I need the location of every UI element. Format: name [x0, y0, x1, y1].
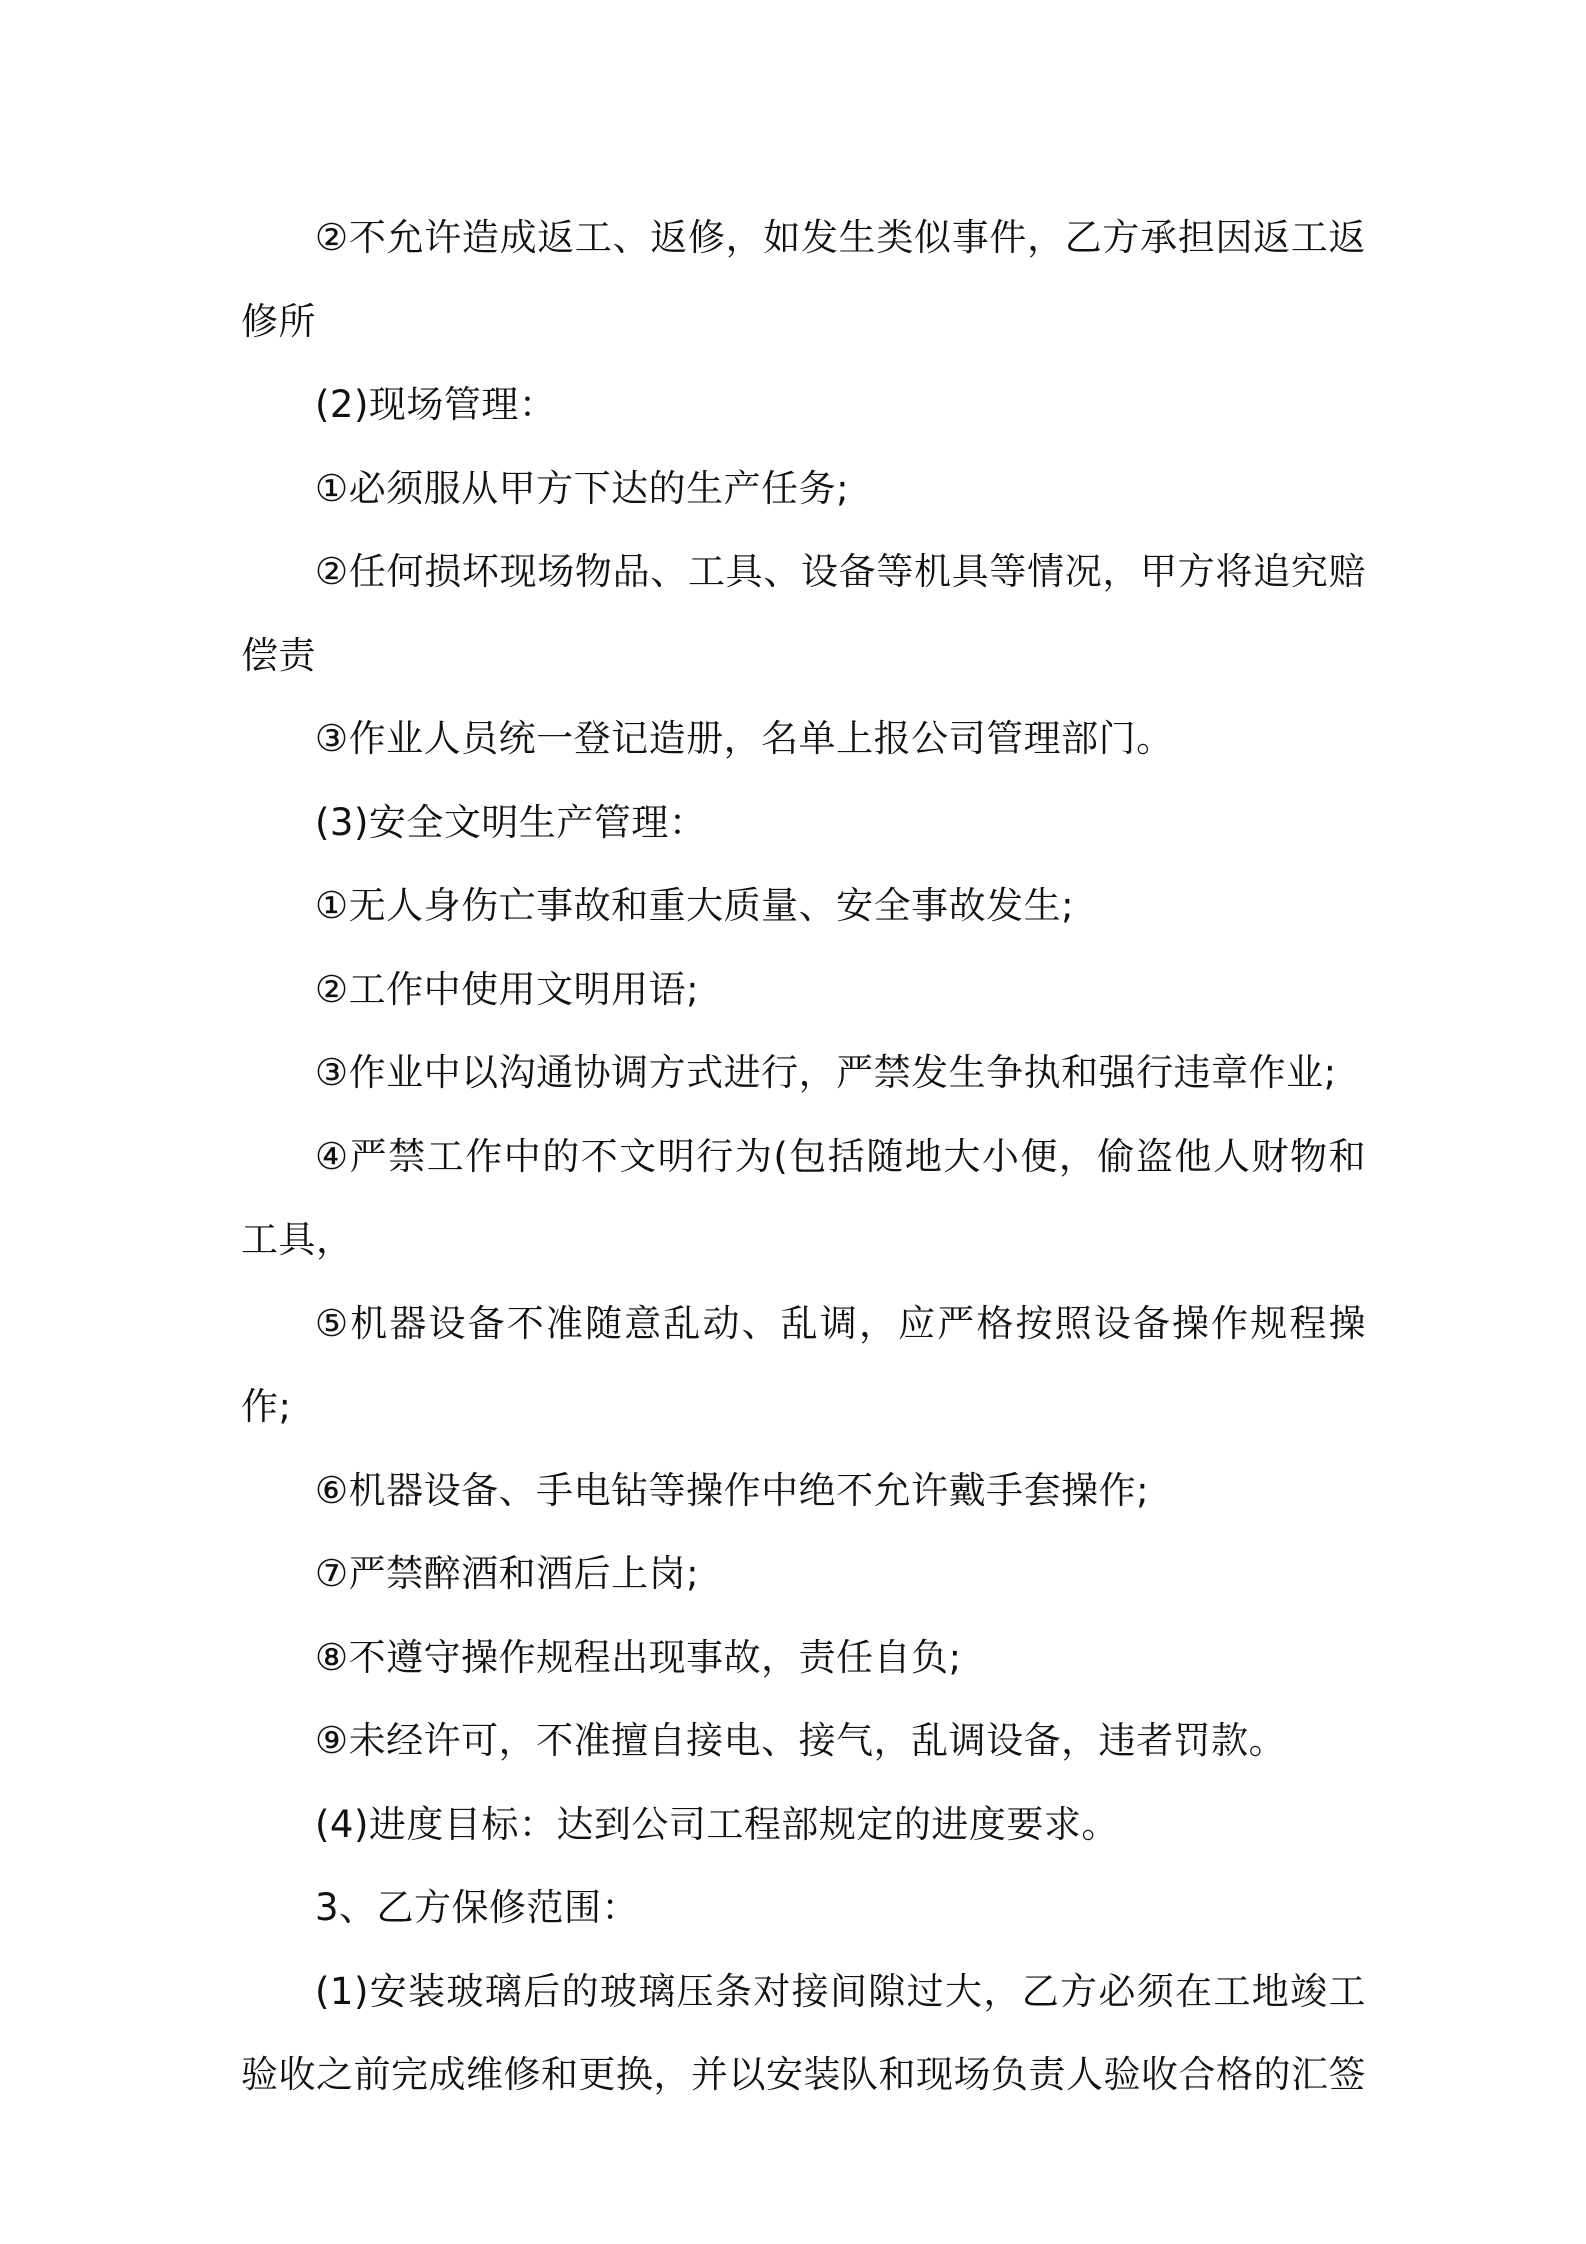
paragraph: (1)安装玻璃后的玻璃压条对接间隙过大，乙方必须在工地竣工验收之前完成维修和更换，并以安装队和现场负责人验收合格的汇签	[241, 1969, 1366, 2096]
paragraph: ⑧不遵守操作规程出现事故，责任自负;	[315, 1635, 962, 1679]
paragraph: ①无人身伤亡事故和重大质量、安全事故发生;	[315, 884, 1075, 927]
paragraph: 3、乙方保修范围：	[315, 1886, 640, 1929]
paragraph: ①必须服从甲方下达的生产任务;	[315, 466, 850, 510]
paragraph: (3)安全文明生产管理：	[315, 800, 707, 844]
paragraph: ②任何损坏现场物品、工具、设备等机具等情况，甲方将追究赔偿责	[241, 550, 1366, 677]
paragraph: ⑦严禁醉酒和酒后上岗;	[315, 1552, 700, 1595]
paragraph: ④严禁工作中的不文明行为(包括随地大小便，偷盗他人财物和工具，	[241, 1134, 1366, 1261]
paragraph: ⑨未经许可，不准擅自接电、接气，乱调设备，违者罚款。	[315, 1719, 1287, 1762]
paragraph: ②不允许造成返工、返修，如发生类似事件，乙方承担因返工返修所	[241, 216, 1366, 343]
document-body	[241, 196, 1366, 2117]
paragraph: ③作业中以沟通协调方式进行，严禁发生争执和强行违章作业;	[315, 1051, 1337, 1094]
paragraph: (2)现场管理：	[315, 383, 557, 426]
paragraph: ③作业人员统一登记造册，名单上报公司管理部门。	[315, 717, 1174, 760]
paragraph: ②工作中使用文明用语;	[315, 967, 700, 1011]
paragraph: ⑤机器设备不准随意乱动、乱调，应严格按照设备操作规程操作;	[241, 1301, 1366, 1428]
paragraph: ⑥机器设备、手电钻等操作中绝不允许戴手套操作;	[315, 1468, 1150, 1512]
paragraph: (4)进度目标：达到公司工程部规定的进度要求。	[315, 1802, 1119, 1846]
